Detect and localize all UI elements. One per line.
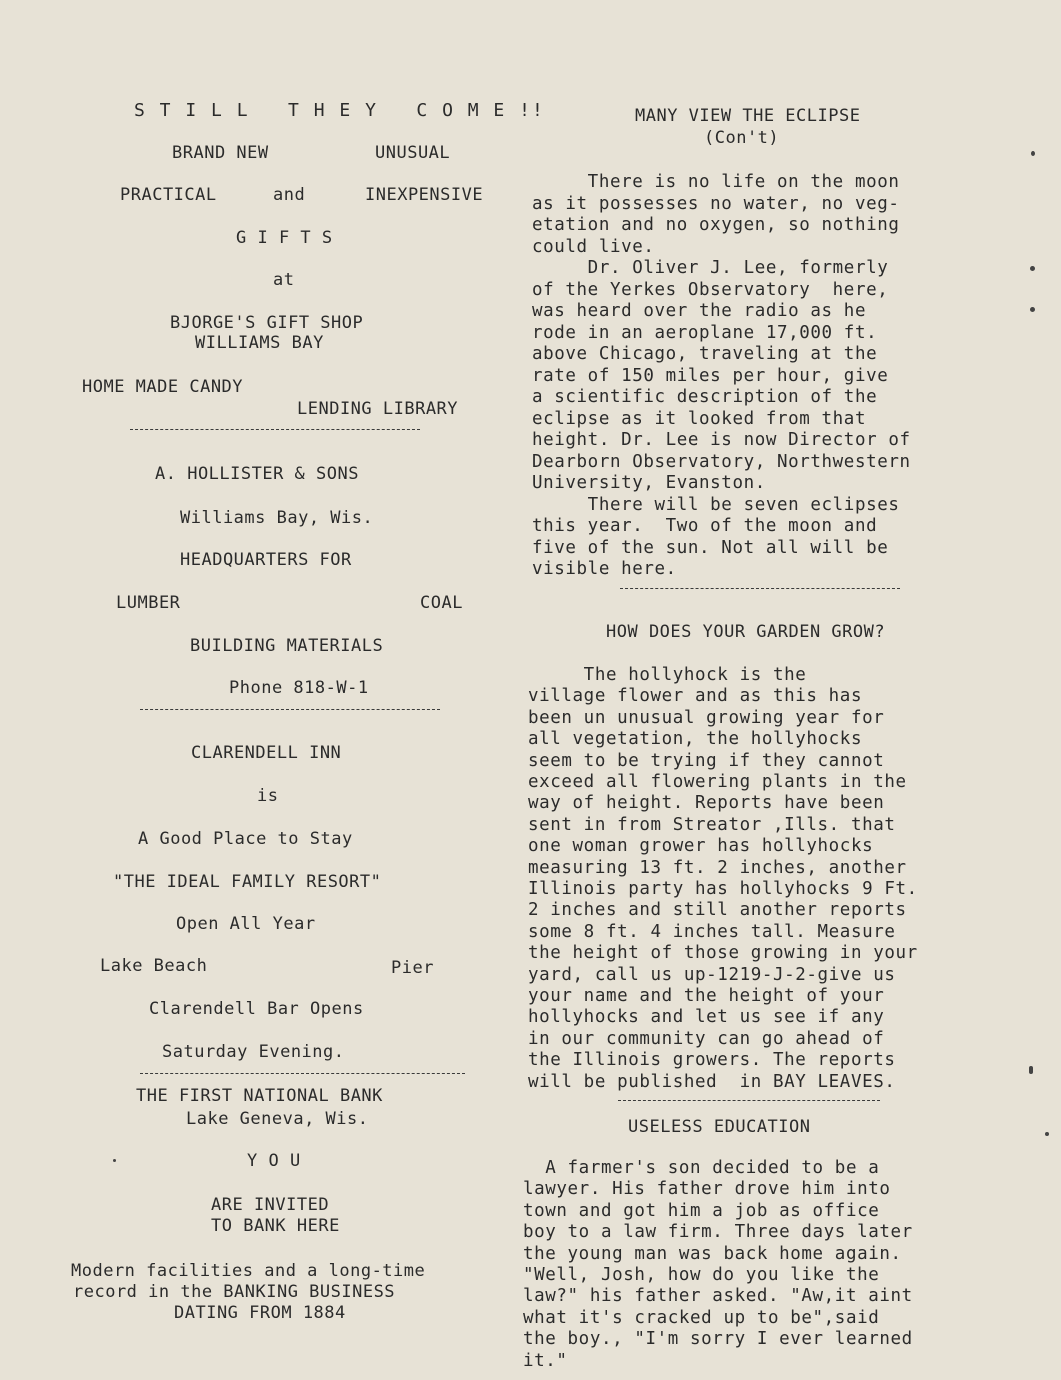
article-line: the boy., "I'm sorry I ever learned [523,1329,913,1350]
bank-name: THE FIRST NATIONAL BANK [136,1086,383,1106]
article-line: been un unusual growing year for [528,707,885,728]
coal-text: COAL [420,593,463,613]
inn-beach: Lake Beach [100,956,208,976]
article-line: There will be seven eclipses [532,494,900,515]
inn-is: is [257,786,279,806]
article-line: in our community can go ahead of [528,1028,885,1049]
article-line: height. Dr. Lee is now Director of [532,430,911,450]
inn-good: A Good Place to Stay [138,829,353,849]
article-line: five of the sun. Not all will be [532,537,889,558]
ink-mark [113,1159,116,1162]
article-line: Dr. Oliver J. Lee, formerly [532,258,889,278]
bank-invited-1: ARE INVITED [211,1195,330,1215]
divider [140,709,440,710]
bank-place: Lake Geneva, Wis. [186,1109,369,1129]
ink-mark [1029,1066,1033,1074]
bank-modern-3: DATING FROM 1884 [174,1303,346,1323]
article-line: boy to a law firm. Three days later [523,1222,913,1243]
article-line: above Chicago, traveling at the [532,344,878,364]
article-line: rode in an aeroplane 17,000 ft. [532,322,878,343]
ink-mark [1031,151,1035,156]
article-line: the Illinois growers. The reports [528,1050,896,1071]
article-line: The hollyhock is the [528,665,807,685]
inn-pier: Pier [391,958,434,978]
gift-line2-b: INEXPENSIVE [365,185,484,205]
article-line: sent in from Streator ,Ills. that [528,814,896,835]
candy-text: HOME MADE CANDY [82,377,244,397]
article-line: of the Yerkes Observatory here, [532,279,889,300]
article-line: "Well, Josh, how do you like the [523,1265,880,1285]
article-line: A farmer's son decided to be a [523,1158,880,1178]
gift-line1-b: UNUSUAL [375,143,451,163]
article-line: exceed all flowering plants in the [528,772,907,792]
bank-invited-2: TO BANK HERE [211,1216,340,1236]
bank-you: Y O U [247,1151,301,1171]
headline: S T I L L T H E Y C O M E !! [134,100,545,121]
article-line: University, Evanston. [532,473,766,493]
shop-place: WILLIAMS BAY [195,333,324,353]
article-line: hollyhocks and let us see if any [528,1007,885,1028]
article-line: some 8 ft. 4 inches tall. Measure [528,921,896,942]
ink-mark [1030,307,1035,312]
article-line: lawyer. His father drove him into [523,1179,891,1200]
article-line: way of height. Reports have been [528,793,885,814]
ink-mark [1045,1132,1049,1136]
article-line: 2 inches and still another reports [528,900,907,921]
bank-modern-1: Modern facilities and a long-time [71,1261,426,1281]
building-text: BUILDING MATERIALS [190,636,384,656]
article-line: your name and the height of your [528,986,885,1006]
hollister-place: Williams Bay, Wis. [180,508,374,528]
shop-name: BJORGE'S GIFT SHOP [170,313,364,333]
inn-name: CLARENDELL INN [191,743,342,763]
divider [130,429,420,430]
article-line: measuring 13 ft. 2 inches, another [528,857,907,878]
article-line: There is no life on the moon [532,172,900,192]
article-line: was heard over the radio as he [532,301,867,321]
article-line: all vegetation, the hollyhocks [528,729,863,750]
article-line: yard, call us up-1219-J-2-give us [528,964,896,985]
article-line: etation and no oxygen, so nothing [532,215,900,235]
inn-saturday: Saturday Evening. [162,1042,345,1062]
hollister-name: A. HOLLISTER & SONS [155,464,359,484]
inn-resort: "THE IDEAL FAMILY RESORT" [113,872,382,892]
divider [620,588,900,589]
article-line: will be published in BAY LEAVES. [528,1071,896,1092]
article-line: Dearborn Observatory, Northwestern [532,451,911,472]
ink-mark [1030,266,1035,271]
gifts-heading: G I F T S [236,228,333,248]
gift-line2-a: PRACTICAL [120,185,217,205]
article-line: it." [523,1350,568,1371]
bank-modern-2: record in the BANKING BUSINESS [73,1282,396,1302]
divider [618,1100,880,1101]
phone-text: Phone 818-W-1 [229,678,369,698]
inn-open: Open All Year [176,914,316,934]
article-line: seem to be trying if they cannot [528,750,885,771]
library-text: LENDING LIBRARY [297,399,459,419]
article-line: as it possesses no water, no veg- [532,193,900,214]
eclipse-cont: (Con't) [704,128,780,148]
eclipse-title: MANY VIEW THE ECLIPSE [635,106,861,126]
article-line: visible here. [532,559,677,579]
article-line: eclipse as it looked from that [532,408,867,429]
article-line: Illinois party has hollyhocks 9 Ft. [528,879,918,899]
article-line: law?" his father asked. "Aw,it aint [523,1286,913,1307]
article-line: a scientific description of the [532,387,878,407]
headquarters-text: HEADQUARTERS FOR [180,550,352,570]
inn-bar: Clarendell Bar Opens [149,999,364,1019]
article-line: village flower and as this has [528,686,863,707]
article-line: what it's cracked up to be",said [523,1307,880,1328]
article-line: the height of those growing in your [528,943,918,964]
article-line: town and got him a job as office [523,1200,880,1221]
at-text: at [273,270,295,290]
divider [140,1073,465,1074]
article-line: the young man was back home again. [523,1243,902,1264]
article-line: this year. Two of the moon and [532,516,878,536]
article-line: rate of 150 miles per hour, give [532,365,889,386]
gift-line2-and: and [273,185,306,205]
lumber-text: LUMBER [116,593,181,613]
article-line: one woman grower has hollyhocks [528,836,874,857]
garden-title: HOW DOES YOUR GARDEN GROW? [606,622,886,642]
gift-line1-a: BRAND NEW [172,143,269,163]
article-line: could live. [532,236,655,257]
useless-title: USELESS EDUCATION [628,1117,811,1137]
